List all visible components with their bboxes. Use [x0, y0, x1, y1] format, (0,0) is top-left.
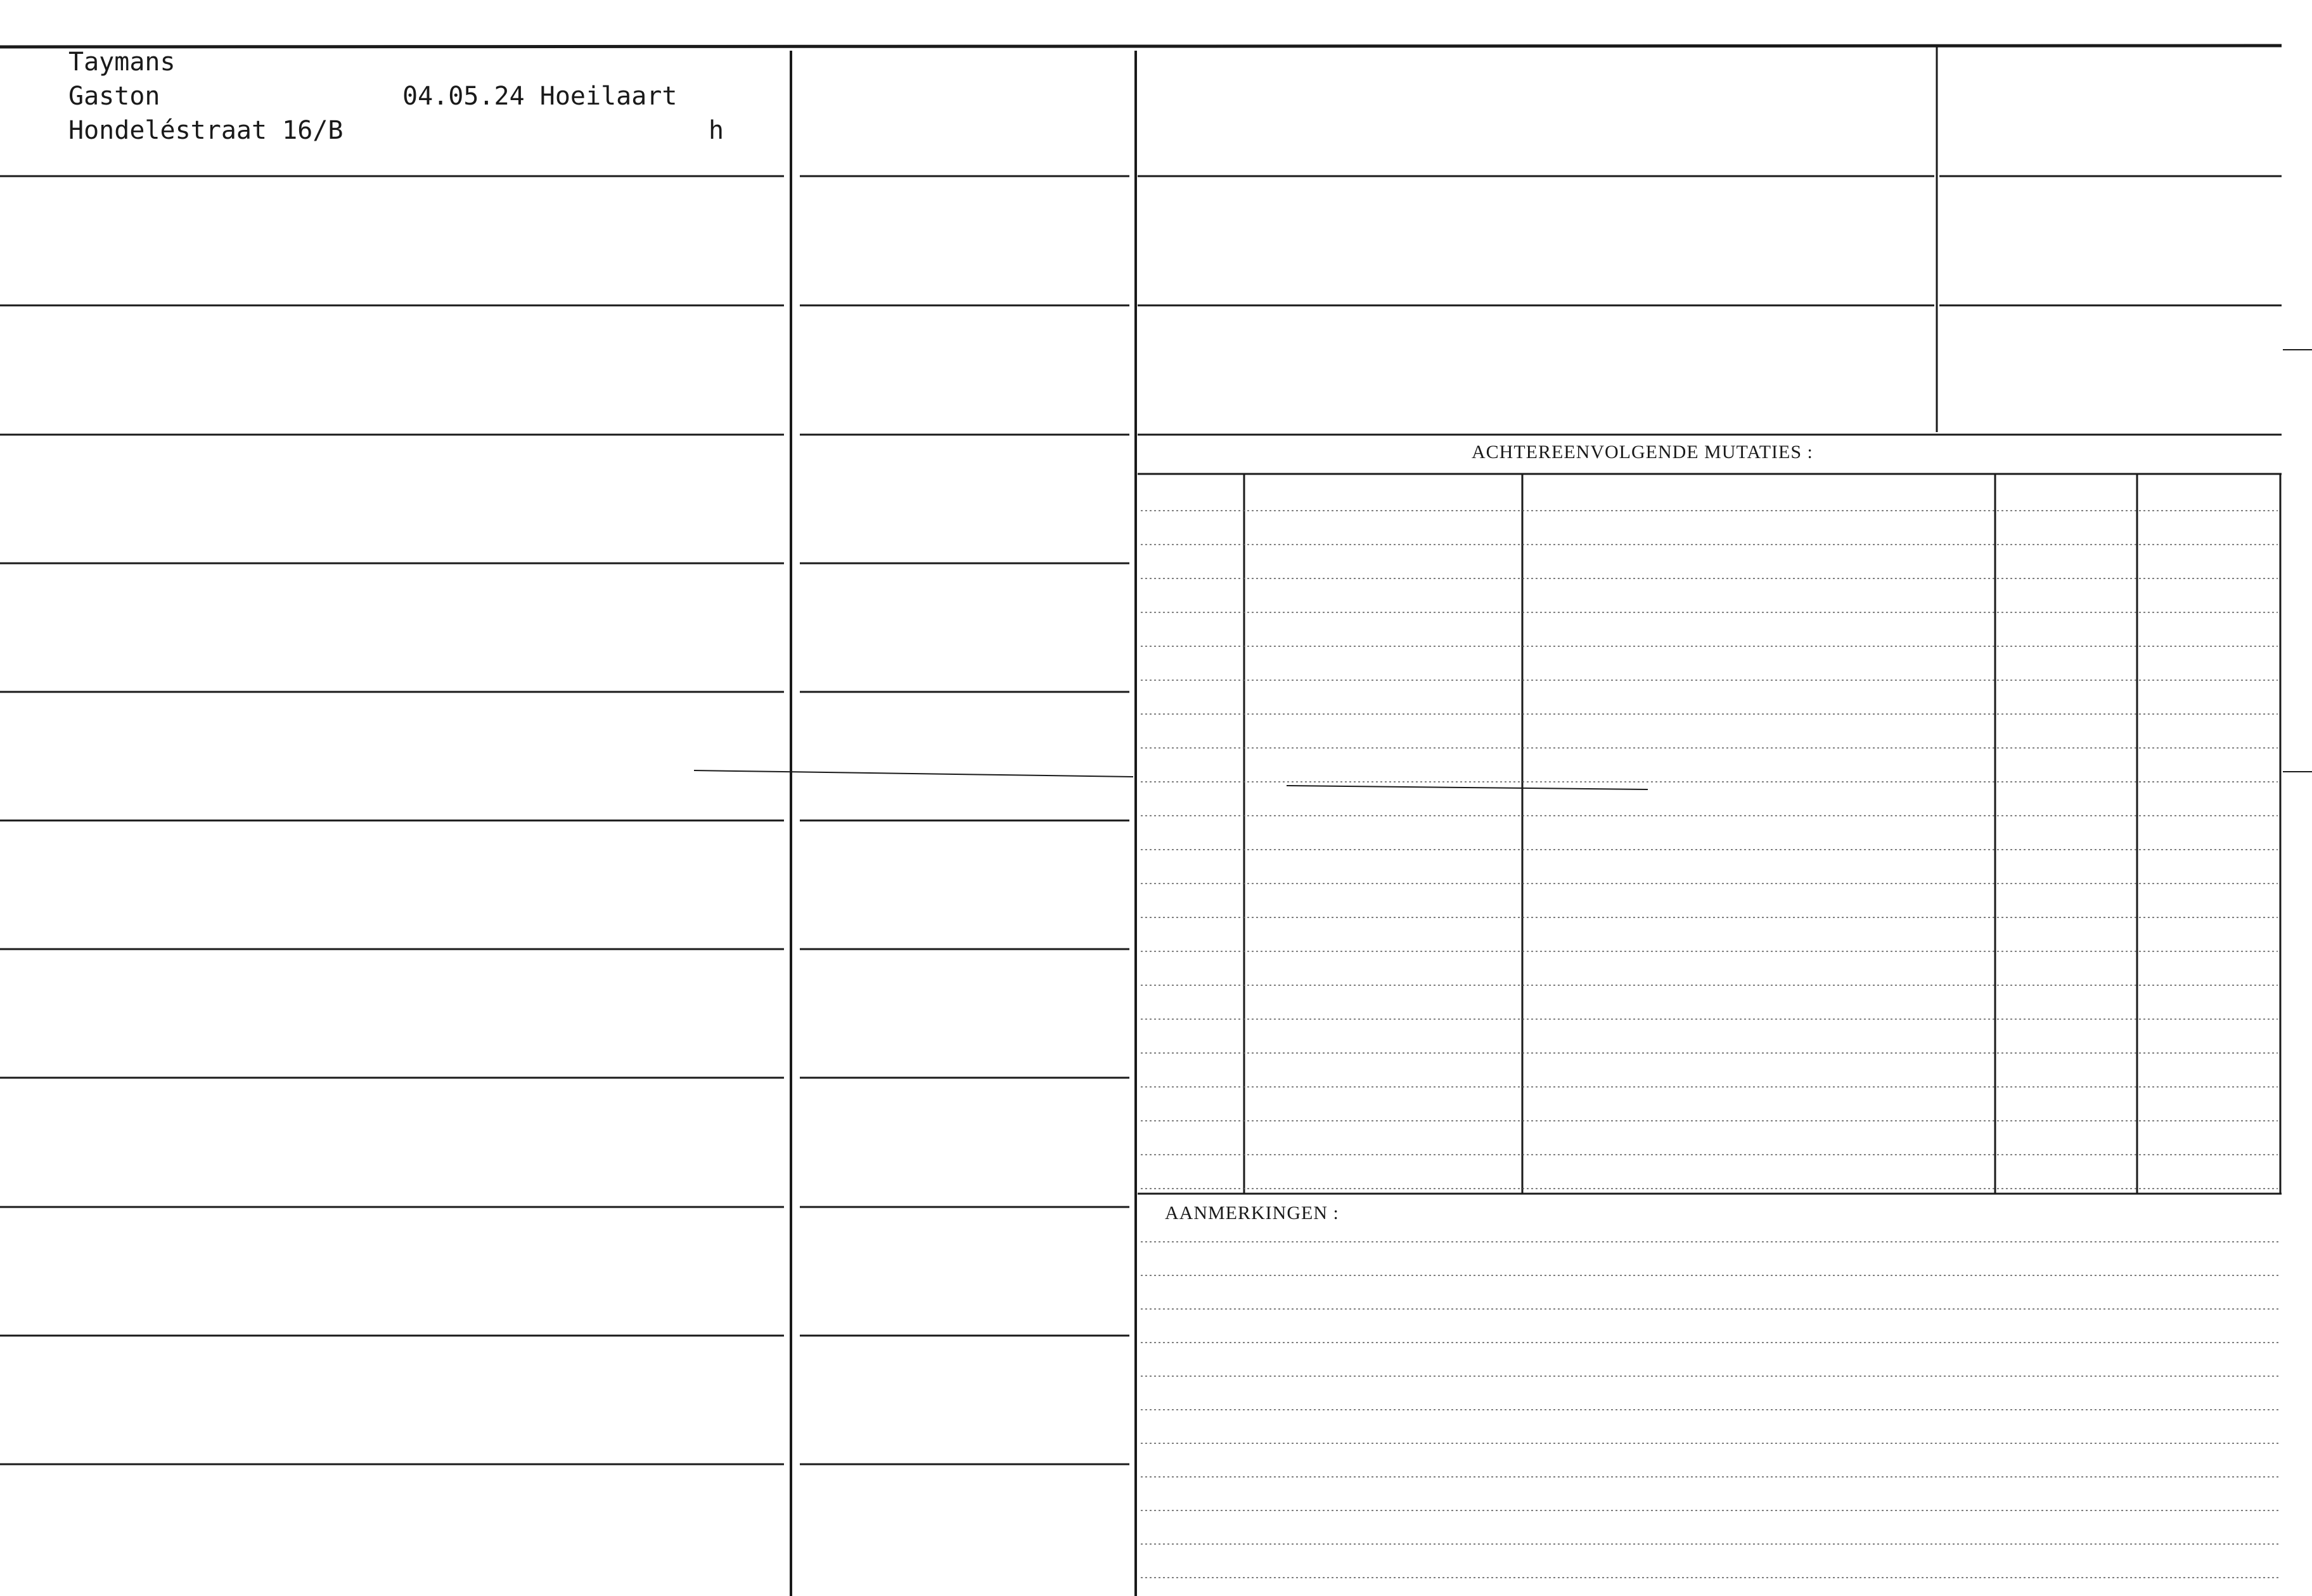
stray-pen-line — [1287, 786, 1648, 789]
surname: Taymans — [68, 48, 176, 77]
gender-mark: h — [709, 116, 724, 145]
mutations-heading: ACHTEREENVOLGENDE MUTATIES : — [1472, 442, 1813, 463]
remarks-heading: AANMERKINGEN : — [1165, 1203, 1339, 1223]
address: Hondeléstraat 16/B — [68, 116, 344, 145]
top-border — [0, 46, 2282, 47]
birth-date-place: 04.05.24 Hoeilaart — [402, 82, 678, 111]
stray-pen-line — [694, 770, 1133, 777]
first-name: Gaston — [68, 82, 160, 111]
